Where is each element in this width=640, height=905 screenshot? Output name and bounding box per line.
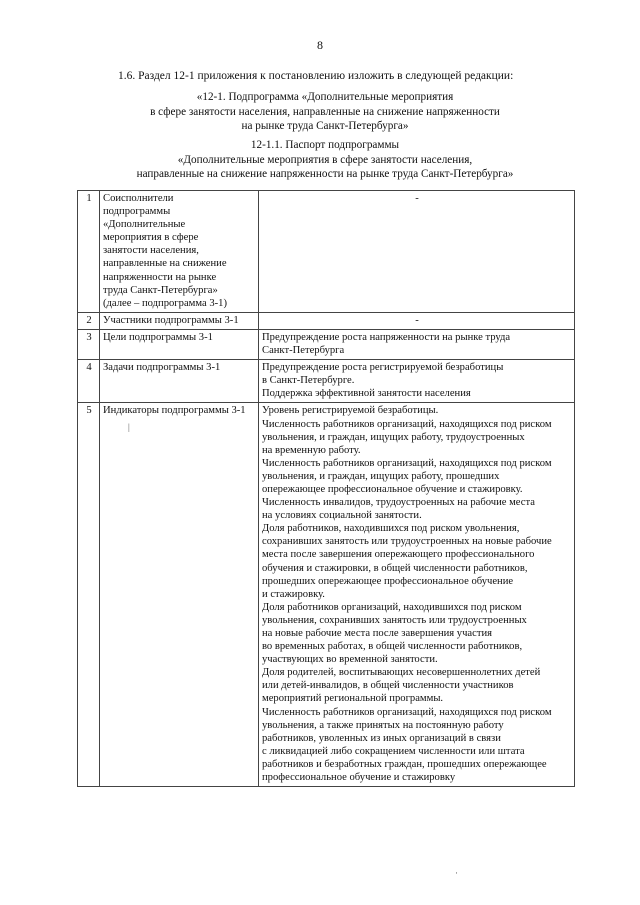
row-value-line: во временных работах, в общей численности работников, [262,641,523,653]
passport-table [77,190,575,787]
row-value-line: обучения и стажировки, в общей численности работников, [262,562,528,574]
row-label-line: мероприятия в сфере [103,232,199,244]
row-value-line: - [415,314,419,326]
passport-table-body [78,191,575,787]
row-label-line: Участники подпрограммы 3-1 [103,314,239,326]
row-value-line: на условиях социальной занятости. [262,510,422,522]
row-value-line: Доля работников, находившихся под риском увольнения, [262,523,520,535]
row-value [259,329,575,359]
row-label-line: Индикаторы подпрограммы 3-1 [103,405,246,417]
row-value-line: мероприятий региональной программы. [262,693,444,705]
row-value-line: в Санкт-Петербурге. [262,375,355,387]
row-label [100,360,259,403]
row-number: 3 [78,329,100,359]
row-value-line: профессиональное обучение и стажировку [262,772,456,784]
row-label-line: «Дополнительные [103,219,186,231]
row-number: 1 [78,191,100,313]
row-value-line: Предупреждение роста напряженности на рынке труда [262,331,511,343]
table-row [78,312,575,329]
row-label-line: труда Санкт-Петербурга» [103,284,218,296]
row-value-line: - [415,193,419,204]
row-value-line: Доля работников организаций, находившихся под риском [262,601,522,613]
row-value-line: увольнения, а также принятых на постоянную работу [262,719,504,731]
subprogram-title-line: в сфере занятости населения, направленные на снижение напряженности [150,105,500,118]
row-value [259,360,575,403]
row-label-line: (далее – подпрограмма 3-1) [103,297,227,309]
row-value-line: участвующих во временной занятости. [262,654,438,666]
row-value-line: увольнения, и граждан, ищущих работу, прошедших [262,470,500,482]
row-value-line: прошедших опережающее профессиональное обучение [262,575,514,587]
row-label-line: занятости населения, [103,245,199,257]
passport-title-line: 12-1.1. Паспорт подпрограммы [250,139,400,151]
row-label-line: Задачи подпрограммы 3-1 [103,362,221,374]
row-number: 4 [78,360,100,403]
row-value-line: увольнения, сохранивших занятость или трудоустроенных [262,614,527,626]
row-value-line: или детей-инвалидов, в общей численности участников [262,680,514,692]
row-label-line: напряженности на рынке [103,271,217,283]
table-row [78,191,575,313]
row-number: 5 [78,403,100,787]
row-label [100,312,259,329]
row-value-line: и стажировку. [262,588,325,600]
passport-title-line: «Дополнительные мероприятия в сфере занятости населения, [177,153,473,166]
row-value-line: Предупреждение роста регистрируемой безработицы [262,362,504,374]
table-row [78,329,575,359]
row-number: 2 [78,312,100,329]
row-value-line: на временную работу. [262,444,361,456]
subprogram-title-line: «12-1. Подпрограмма «Дополнительные мероприятия [196,91,454,103]
row-value-line: Доля родителей, воспитывающих несовершеннолетних детей [262,667,541,679]
scan-mark: · [455,868,458,878]
row-value-line: работников, уволенных из иных организаций в связи [262,732,501,744]
row-value-line: места после завершения опережающего профессионального [262,549,535,561]
row-value-line: Поддержка эффективной занятости населения [262,388,471,400]
row-value-line: сохранивших занятость или трудоустроенных на новые рабочие [262,536,552,548]
row-value-line: Санкт-Петербурга [262,345,345,357]
row-value-line: опережающее профессиональное обучение и стажировку. [262,483,523,495]
row-label [100,403,259,787]
row-label-line: подпрограммы [103,206,171,218]
table-row [78,360,575,403]
row-value-line: Численность работников организаций, находящихся под риском [262,457,552,469]
subprogram-title-line: на рынке труда Санкт-Петербурга» [241,120,409,132]
passport-title-line: направленные на снижение напряженности на рынке труда Санкт-Петербурга» [136,168,514,180]
row-value-line: на новые рабочие места после завершения участия [262,628,493,639]
passport-title [90,138,560,182]
row-value [259,403,575,787]
row-value-line: увольнения, и граждан, ищущих работу, трудоустроенных [262,431,525,443]
row-value-line: Численность работников организаций, находящихся под риском [262,706,552,718]
table-row [78,403,575,787]
row-value [259,312,575,329]
row-value [259,191,575,313]
intro-paragraph: 1.6. Раздел 12-1 приложения к постановлению изложить в следующей редакции: [118,70,514,82]
row-label [100,329,259,359]
subprogram-title [90,90,560,134]
row-value-line: Численность инвалидов, трудоустроенных на рабочие места [262,497,535,509]
row-label-line: Соисполнители [103,193,174,204]
row-value-line: Численность работников организаций, находящихся под риском [262,418,552,430]
row-value-line: с ликвидацией либо сокращением численности или штата [262,745,525,757]
page-number: 8 [317,38,323,52]
row-label [100,191,259,313]
scan-mark: | [128,422,130,432]
row-label-line: Цели подпрограммы 3-1 [103,331,213,343]
row-value-line: Уровень регистрируемой безработицы. [262,405,439,417]
row-value-line: работников и безработных граждан, прошедших опережающее [262,758,547,770]
row-label-line: направленные на снижение [103,258,227,270]
